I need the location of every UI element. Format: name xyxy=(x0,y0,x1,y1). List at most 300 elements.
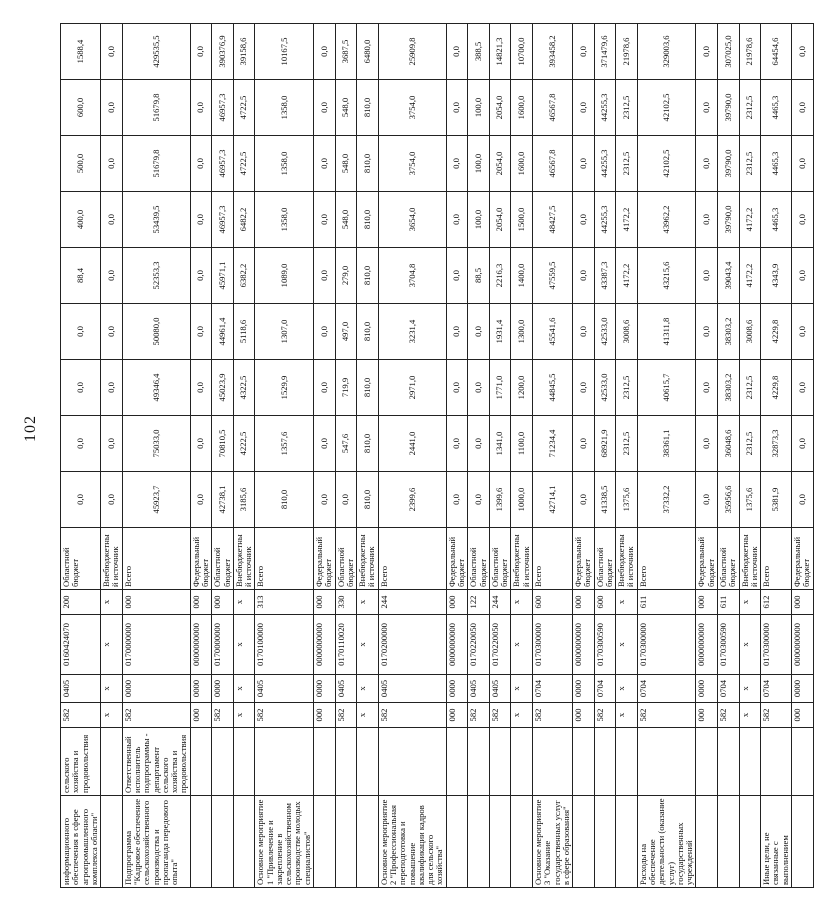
csr-cell: 0170000000 xyxy=(212,615,234,675)
total-cell: 307025,0 xyxy=(718,24,740,80)
source-cell: Внебюджетный источник xyxy=(739,528,761,590)
value-cell: 46567,8 xyxy=(532,80,572,136)
row-name-cell: информационного обеспечения в сфере агропромышленного комплекса области" xyxy=(61,796,101,888)
value-cell: 68921,9 xyxy=(594,416,616,472)
value-cell: 38303,2 xyxy=(718,360,740,416)
csr-cell: 0170300000 xyxy=(761,615,792,675)
value-cell: 1300,0 xyxy=(511,304,533,360)
vr-cell: 000 xyxy=(446,590,468,615)
row-name-cell: Основное мероприятие 2 "Профессиональная переподготовка и повышение квалификации кадров для сельского хозяйства" xyxy=(378,796,446,888)
value-cell: 2312,5 xyxy=(739,80,761,136)
table-row xyxy=(739,24,761,888)
vr-cell: x xyxy=(233,590,255,615)
rzpr-cell: 0000 xyxy=(212,675,234,703)
value-cell: 1358,0 xyxy=(255,192,314,248)
total-cell: 21978,6 xyxy=(616,24,638,80)
value-cell: 1341,0 xyxy=(489,416,511,472)
total-cell: 0,0 xyxy=(190,24,212,80)
value-cell: 0,0 xyxy=(190,248,212,304)
value-cell: 0,0 xyxy=(190,80,212,136)
csr-cell: 0170300000 xyxy=(637,615,696,675)
value-cell: 0,0 xyxy=(446,192,468,248)
csr-cell: 0000000000 xyxy=(446,615,468,675)
value-cell: 0,0 xyxy=(446,136,468,192)
value-cell: 0,0 xyxy=(314,416,336,472)
value-cell: 0,0 xyxy=(446,80,468,136)
value-cell: 547,6 xyxy=(335,416,357,472)
vr-cell: 612 xyxy=(761,590,792,615)
value-cell: 6382,2 xyxy=(233,248,255,304)
table-row xyxy=(190,24,212,888)
value-cell: 42738,1 xyxy=(212,472,234,528)
executor-cell xyxy=(233,728,255,796)
value-cell: 0,0 xyxy=(573,80,595,136)
total-cell: 0,0 xyxy=(573,24,595,80)
value-cell: 1358,0 xyxy=(255,80,314,136)
value-cell: 2054,0 xyxy=(489,80,511,136)
value-cell: 38361,1 xyxy=(637,416,696,472)
value-cell: 70810,5 xyxy=(212,416,234,472)
value-cell: 4465,3 xyxy=(761,80,792,136)
executor-cell xyxy=(489,728,511,796)
executor-cell xyxy=(739,728,761,796)
executor-cell xyxy=(791,728,813,796)
vr-cell: 000 xyxy=(122,590,190,615)
grbs-cell: 000 xyxy=(791,703,813,728)
value-cell: 2312,5 xyxy=(739,136,761,192)
source-cell: Областной бюджет xyxy=(468,528,490,590)
csr-cell: 0000000000 xyxy=(573,615,595,675)
source-cell: Всего xyxy=(532,528,572,590)
rzpr-cell: 0000 xyxy=(791,675,813,703)
row-name-cell xyxy=(468,796,490,888)
row-name-cell xyxy=(594,796,616,888)
row-name-cell xyxy=(791,796,813,888)
vr-cell: x xyxy=(616,590,638,615)
value-cell: 2312,5 xyxy=(616,80,638,136)
value-cell: 0,0 xyxy=(696,304,718,360)
csr-cell: 0000000000 xyxy=(314,615,336,675)
grbs-cell: 000 xyxy=(446,703,468,728)
value-cell: 0,0 xyxy=(573,248,595,304)
row-name-cell xyxy=(190,796,212,888)
vr-cell: 330 xyxy=(335,590,357,615)
source-cell: Областной бюджет xyxy=(718,528,740,590)
value-cell: 3008,6 xyxy=(616,304,638,360)
csr-cell: 0000000000 xyxy=(696,615,718,675)
value-cell: 0,0 xyxy=(573,472,595,528)
source-cell: Федеральный бюджет xyxy=(573,528,595,590)
total-cell: 0,0 xyxy=(446,24,468,80)
value-cell: 1100,0 xyxy=(511,416,533,472)
vr-cell: 000 xyxy=(791,590,813,615)
value-cell: 4722,5 xyxy=(233,136,255,192)
value-cell: 0,0 xyxy=(335,472,357,528)
total-cell: 429535,5 xyxy=(122,24,190,80)
table-row xyxy=(761,24,792,888)
rzpr-cell: 0704 xyxy=(637,675,696,703)
value-cell: 548,0 xyxy=(335,80,357,136)
value-cell: 0,0 xyxy=(190,192,212,248)
table-row xyxy=(573,24,595,888)
value-cell: 4172,2 xyxy=(739,248,761,304)
value-cell: 42102,5 xyxy=(637,80,696,136)
source-cell: Всего xyxy=(761,528,792,590)
value-cell: 0,0 xyxy=(791,80,813,136)
executor-cell xyxy=(616,728,638,796)
table-row xyxy=(212,24,234,888)
rzpr-cell: 0405 xyxy=(61,675,101,703)
value-cell: 2054,0 xyxy=(489,192,511,248)
rzpr-cell: x xyxy=(357,675,379,703)
grbs-cell: 582 xyxy=(378,703,446,728)
value-cell: 3654,0 xyxy=(378,192,446,248)
source-cell: Областной бюджет xyxy=(489,528,511,590)
rzpr-cell: 0405 xyxy=(468,675,490,703)
value-cell: 0,0 xyxy=(791,192,813,248)
value-cell: 32873,3 xyxy=(761,416,792,472)
value-cell: 810,0 xyxy=(357,472,379,528)
csr-cell: 0170300590 xyxy=(718,615,740,675)
value-cell: 0,0 xyxy=(61,472,101,528)
value-cell: 1000,0 xyxy=(511,472,533,528)
total-cell: 3687,5 xyxy=(335,24,357,80)
total-cell: 21978,6 xyxy=(739,24,761,80)
total-cell: 1588,4 xyxy=(61,24,101,80)
value-cell: 0,0 xyxy=(314,304,336,360)
grbs-cell: 000 xyxy=(696,703,718,728)
row-name-cell xyxy=(357,796,379,888)
value-cell: 45971,1 xyxy=(212,248,234,304)
executor-cell xyxy=(101,728,123,796)
value-cell: 5381,9 xyxy=(761,472,792,528)
value-cell: 2971,0 xyxy=(378,360,446,416)
table-row xyxy=(61,24,101,888)
vr-cell: 611 xyxy=(718,590,740,615)
value-cell: 810,0 xyxy=(357,304,379,360)
rzpr-cell: x xyxy=(233,675,255,703)
row-name-cell xyxy=(573,796,595,888)
executor-cell xyxy=(378,728,446,796)
grbs-cell: 582 xyxy=(761,703,792,728)
value-cell: 2216,3 xyxy=(489,248,511,304)
table-row xyxy=(594,24,616,888)
value-cell: 44255,3 xyxy=(594,80,616,136)
value-cell: 39790,0 xyxy=(718,80,740,136)
value-cell: 35956,6 xyxy=(718,472,740,528)
value-cell: 0,0 xyxy=(573,192,595,248)
executor-cell xyxy=(594,728,616,796)
row-name-cell xyxy=(511,796,533,888)
table-row xyxy=(357,24,379,888)
value-cell: 42102,5 xyxy=(637,136,696,192)
csr-cell: 0170100000 xyxy=(255,615,314,675)
value-cell: 2312,5 xyxy=(616,416,638,472)
executor-cell xyxy=(335,728,357,796)
grbs-cell: x xyxy=(616,703,638,728)
value-cell: 5118,6 xyxy=(233,304,255,360)
grbs-cell: x xyxy=(357,703,379,728)
value-cell: 0,0 xyxy=(190,360,212,416)
grbs-cell: x xyxy=(101,703,123,728)
value-cell: 548,0 xyxy=(335,192,357,248)
executor-cell: Ответственный исполнитель подпрограммы - департамент сельского хозяйства и продовольствия xyxy=(122,728,190,796)
value-cell: 0,0 xyxy=(468,304,490,360)
value-cell: 0,0 xyxy=(61,360,101,416)
value-cell: 0,0 xyxy=(573,304,595,360)
value-cell: 0,0 xyxy=(468,472,490,528)
grbs-cell: 582 xyxy=(122,703,190,728)
row-name-cell: Основное мероприятие 3 "Оказание государственных услуг в сфере образования" xyxy=(532,796,572,888)
csr-cell: 0000000000 xyxy=(190,615,212,675)
value-cell: 48427,5 xyxy=(532,192,572,248)
vr-cell: 000 xyxy=(190,590,212,615)
value-cell: 0,0 xyxy=(314,472,336,528)
total-cell: 39158,6 xyxy=(233,24,255,80)
value-cell: 1600,0 xyxy=(511,80,533,136)
rzpr-cell: 0000 xyxy=(573,675,595,703)
source-cell: Областной бюджет xyxy=(61,528,101,590)
value-cell: 0,0 xyxy=(696,472,718,528)
value-cell: 39043,4 xyxy=(718,248,740,304)
value-cell: 3185,6 xyxy=(233,472,255,528)
value-cell: 1600,0 xyxy=(511,136,533,192)
vr-cell: 600 xyxy=(594,590,616,615)
value-cell: 810,0 xyxy=(357,80,379,136)
value-cell: 44255,3 xyxy=(594,136,616,192)
executor-cell xyxy=(761,728,792,796)
rzpr-cell: x xyxy=(739,675,761,703)
value-cell: 0,0 xyxy=(696,416,718,472)
row-name-cell xyxy=(616,796,638,888)
value-cell: 4172,2 xyxy=(739,192,761,248)
value-cell: 42533,0 xyxy=(594,304,616,360)
row-name-cell xyxy=(314,796,336,888)
value-cell: 1357,6 xyxy=(255,416,314,472)
value-cell: 0,0 xyxy=(314,360,336,416)
rzpr-cell: 0000 xyxy=(446,675,468,703)
value-cell: 3754,0 xyxy=(378,80,446,136)
value-cell: 0,0 xyxy=(696,136,718,192)
value-cell: 4465,3 xyxy=(761,192,792,248)
source-cell: Федеральный бюджет xyxy=(314,528,336,590)
value-cell: 44255,3 xyxy=(594,192,616,248)
vr-cell: x xyxy=(357,590,379,615)
total-cell: 0,0 xyxy=(791,24,813,80)
value-cell: 71234,4 xyxy=(532,416,572,472)
value-cell: 53439,5 xyxy=(122,192,190,248)
value-cell: 0,0 xyxy=(446,304,468,360)
value-cell: 39790,0 xyxy=(718,192,740,248)
value-cell: 0,0 xyxy=(101,304,123,360)
source-cell: Областной бюджет xyxy=(212,528,234,590)
table-row xyxy=(718,24,740,888)
executor-cell xyxy=(511,728,533,796)
executor-cell xyxy=(637,728,696,796)
rzpr-cell: 0704 xyxy=(718,675,740,703)
value-cell: 0,0 xyxy=(101,80,123,136)
value-cell: 2054,0 xyxy=(489,136,511,192)
csr-cell: 0170220050 xyxy=(489,615,511,675)
value-cell: 41311,8 xyxy=(637,304,696,360)
grbs-cell: 000 xyxy=(573,703,595,728)
csr-cell: x xyxy=(511,615,533,675)
value-cell: 88,4 xyxy=(61,248,101,304)
value-cell: 0,0 xyxy=(791,360,813,416)
value-cell: 100,0 xyxy=(468,192,490,248)
row-name-cell xyxy=(718,796,740,888)
csr-cell: 0170200000 xyxy=(378,615,446,675)
value-cell: 0,0 xyxy=(314,80,336,136)
value-cell: 49346,4 xyxy=(122,360,190,416)
vr-cell: x xyxy=(101,590,123,615)
table-row xyxy=(532,24,572,888)
row-name-cell xyxy=(739,796,761,888)
value-cell: 45023,9 xyxy=(212,360,234,416)
value-cell: 1529,9 xyxy=(255,360,314,416)
vr-cell: 600 xyxy=(532,590,572,615)
source-cell: Внебюджетный источник xyxy=(616,528,638,590)
value-cell: 0,0 xyxy=(791,304,813,360)
value-cell: 45923,7 xyxy=(122,472,190,528)
value-cell: 0,0 xyxy=(101,192,123,248)
value-cell: 46957,3 xyxy=(212,80,234,136)
value-cell: 100,0 xyxy=(468,136,490,192)
value-cell: 36048,6 xyxy=(718,416,740,472)
value-cell: 4465,3 xyxy=(761,136,792,192)
source-cell: Внебюджетный источник xyxy=(357,528,379,590)
vr-cell: 000 xyxy=(573,590,595,615)
value-cell: 810,0 xyxy=(357,192,379,248)
value-cell: 4229,8 xyxy=(761,360,792,416)
rzpr-cell: 0000 xyxy=(314,675,336,703)
total-cell: 10167,5 xyxy=(255,24,314,80)
value-cell: 40615,7 xyxy=(637,360,696,416)
table-row xyxy=(468,24,490,888)
total-cell: 25909,8 xyxy=(378,24,446,80)
value-cell: 0,0 xyxy=(101,472,123,528)
table-row xyxy=(637,24,696,888)
value-cell: 43215,6 xyxy=(637,248,696,304)
source-cell: Федеральный бюджет xyxy=(696,528,718,590)
value-cell: 4172,2 xyxy=(616,192,638,248)
value-cell: 0,0 xyxy=(190,472,212,528)
value-cell: 37332,2 xyxy=(637,472,696,528)
value-cell: 0,0 xyxy=(696,248,718,304)
value-cell: 75033,0 xyxy=(122,416,190,472)
table-row xyxy=(616,24,638,888)
value-cell: 1771,0 xyxy=(489,360,511,416)
value-cell: 43387,3 xyxy=(594,248,616,304)
row-name-cell xyxy=(446,796,468,888)
vr-cell: x xyxy=(511,590,533,615)
source-cell: Внебюджетный источник xyxy=(511,528,533,590)
value-cell: 0,0 xyxy=(573,416,595,472)
value-cell: 719,9 xyxy=(335,360,357,416)
value-cell: 44961,4 xyxy=(212,304,234,360)
executor-cell xyxy=(696,728,718,796)
value-cell: 810,0 xyxy=(357,136,379,192)
value-cell: 52353,3 xyxy=(122,248,190,304)
value-cell: 6482,2 xyxy=(233,192,255,248)
value-cell: 810,0 xyxy=(357,360,379,416)
table-row xyxy=(122,24,190,888)
executor-cell: сельского хозяйства и продовольствия xyxy=(61,728,101,796)
value-cell: 1400,0 xyxy=(511,248,533,304)
executor-cell xyxy=(212,728,234,796)
value-cell: 46957,3 xyxy=(212,136,234,192)
csr-cell: x xyxy=(233,615,255,675)
value-cell: 810,0 xyxy=(255,472,314,528)
total-cell: 6480,0 xyxy=(357,24,379,80)
vr-cell: 200 xyxy=(61,590,101,615)
row-name-cell xyxy=(101,796,123,888)
value-cell: 0,0 xyxy=(791,136,813,192)
rzpr-cell: 0704 xyxy=(594,675,616,703)
executor-cell xyxy=(190,728,212,796)
csr-cell: 0170220050 xyxy=(468,615,490,675)
total-cell: 64454,6 xyxy=(761,24,792,80)
rzpr-cell: 0000 xyxy=(122,675,190,703)
value-cell: 0,0 xyxy=(190,416,212,472)
grbs-cell: 582 xyxy=(532,703,572,728)
value-cell: 1200,0 xyxy=(511,360,533,416)
grbs-cell: 582 xyxy=(335,703,357,728)
grbs-cell: 582 xyxy=(489,703,511,728)
value-cell: 4722,5 xyxy=(233,80,255,136)
vr-cell: 313 xyxy=(255,590,314,615)
csr-cell: 0170110020 xyxy=(335,615,357,675)
rzpr-cell: x xyxy=(616,675,638,703)
csr-cell: x xyxy=(101,615,123,675)
value-cell: 0,0 xyxy=(446,360,468,416)
grbs-cell: 000 xyxy=(314,703,336,728)
value-cell: 1358,0 xyxy=(255,136,314,192)
value-cell: 548,0 xyxy=(335,136,357,192)
source-cell: Всего xyxy=(637,528,696,590)
value-cell: 1307,0 xyxy=(255,304,314,360)
vr-cell: 122 xyxy=(468,590,490,615)
vr-cell: 000 xyxy=(314,590,336,615)
csr-cell: x xyxy=(357,615,379,675)
value-cell: 46567,8 xyxy=(532,136,572,192)
total-cell: 390376,9 xyxy=(212,24,234,80)
value-cell: 0,0 xyxy=(190,136,212,192)
value-cell: 0,0 xyxy=(61,304,101,360)
value-cell: 0,0 xyxy=(446,472,468,528)
value-cell: 46957,3 xyxy=(212,192,234,248)
csr-cell: 0160424070 xyxy=(61,615,101,675)
value-cell: 100,0 xyxy=(468,80,490,136)
grbs-cell: 582 xyxy=(637,703,696,728)
value-cell: 4322,5 xyxy=(233,360,255,416)
rzpr-cell: 0000 xyxy=(190,675,212,703)
total-cell: 14821,3 xyxy=(489,24,511,80)
value-cell: 3754,0 xyxy=(378,136,446,192)
row-name-cell xyxy=(335,796,357,888)
row-name-cell: Иные цели, не связанные с выполнением xyxy=(761,796,792,888)
value-cell: 3231,4 xyxy=(378,304,446,360)
total-cell: 393458,2 xyxy=(532,24,572,80)
value-cell: 3008,6 xyxy=(739,304,761,360)
executor-cell xyxy=(446,728,468,796)
value-cell: 39790,0 xyxy=(718,136,740,192)
csr-cell: 0000000000 xyxy=(791,615,813,675)
source-cell: Федеральный бюджет xyxy=(446,528,468,590)
rzpr-cell: 0000 xyxy=(696,675,718,703)
value-cell: 50080,0 xyxy=(122,304,190,360)
value-cell: 4229,8 xyxy=(761,304,792,360)
